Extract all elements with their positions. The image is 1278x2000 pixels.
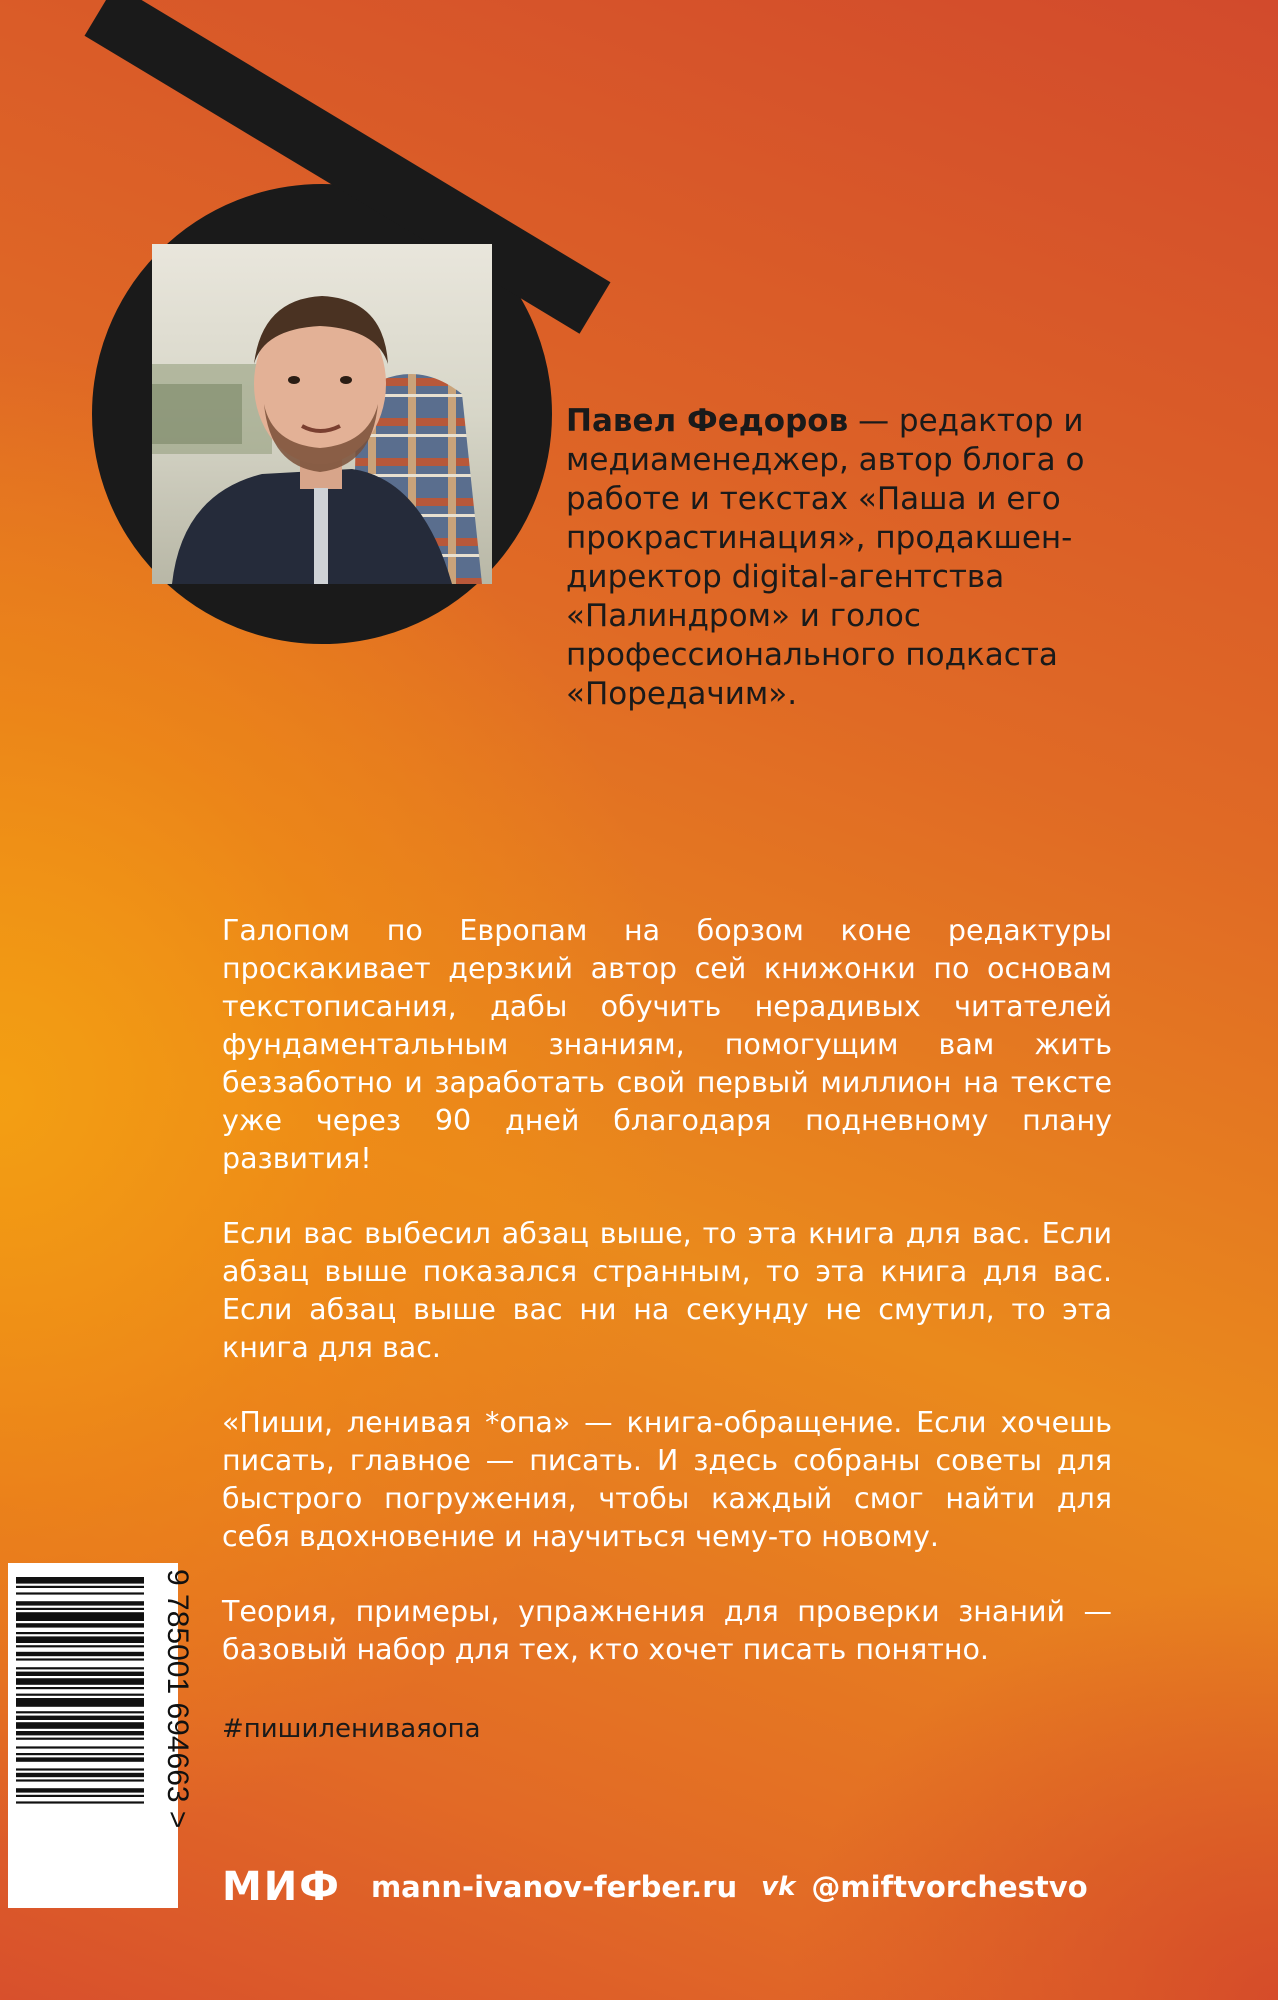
barcode-bar: [16, 1694, 144, 1696]
barcode-bar: [16, 1645, 144, 1647]
barcode-bar: [16, 1608, 144, 1610]
barcode-bar: [16, 1636, 144, 1643]
social-handle-link[interactable]: @miftvorchestvo: [811, 1870, 1088, 1904]
publisher-website-link[interactable]: mann-ivanov-ferber.ru: [370, 1870, 738, 1904]
author-bio-text: — редактор и медиаменеджер, автор блога о работе и текстах «Паша и его прокрастинация», продакшен-директор digital-агентства «Палиндром» и голос профессионального подкаста «Поредачим».: [566, 403, 1085, 712]
description-paragraph: Если вас выбесил абзац выше, то эта книга для вас. Если абзац выше показался странным, то эта книга для вас. Если абзац выше вас ни на секунду не смутил, то эта книга для вас.: [222, 1217, 1112, 1364]
book-description: [222, 912, 1112, 1706]
barcode-bar: [16, 1678, 144, 1685]
barcode-bar: [16, 1773, 144, 1777]
barcode-bar: [16, 1731, 144, 1735]
barcode-bar: [16, 1753, 144, 1755]
barcode-bar: [16, 1711, 144, 1713]
isbn-barcode: [8, 1563, 194, 1908]
barcode-bar: [16, 1652, 144, 1656]
barcode-bar: [16, 1687, 144, 1689]
barcode-bar: [16, 1738, 144, 1740]
barcode-bar: [16, 1592, 144, 1594]
publisher-footer: [222, 1862, 1088, 1912]
publisher-logo: МИФ: [222, 1864, 341, 1910]
author-photo: [152, 244, 492, 584]
description-paragraph: Теория, примеры, упражнения для проверки знаний — базовый набор для тех, кто хочет писать понятно.: [222, 1595, 1112, 1666]
barcode-bar: [16, 1632, 144, 1634]
barcode-bars-icon: [8, 1563, 194, 1908]
barcode-bar: [16, 1722, 144, 1729]
barcode-bar: [16, 1698, 144, 1707]
barcode-bar: [16, 1586, 144, 1588]
barcode-bar: [16, 1788, 144, 1792]
author-name: Павел Федоров: [566, 403, 849, 439]
barcode-bar: [16, 1757, 144, 1761]
description-paragraph: «Пиши, ленивая *опа» — книга-обращение. Если хочешь писать, главное — писать. И здесь собраны советы для быстрого погружения, чтобы каждый смог найти для себя вдохновение и научиться чему-то новому.: [222, 1406, 1112, 1553]
barcode-bar: [16, 1716, 144, 1720]
barcode-bar: [16, 1623, 144, 1627]
barcode-bar: [16, 1577, 144, 1584]
barcode-bar: [16, 1601, 144, 1605]
barcode-number: 9 785001 694663 >: [161, 1569, 194, 1829]
barcode-bar: [16, 1795, 144, 1797]
barcode-bar: [16, 1672, 144, 1676]
barcode-bar: [16, 1768, 144, 1770]
vk-icon[interactable]: vk: [761, 1872, 796, 1902]
author-bio: [566, 402, 1126, 714]
barcode-bar: [16, 1779, 144, 1781]
barcode-bar: [16, 1667, 144, 1669]
barcode-bar: [16, 1746, 144, 1748]
description-paragraph: Галопом по Европам на борзом коне редактуры проскакивает дерзкий автор сей книжонки по основам текстописания, дабы обучить нерадивых читателей фундаментальным знаниям, помогущим вам жить беззаботно и заработать свой первый миллион на тексте уже через 90 дней благодаря подневному плану развития!: [222, 914, 1112, 1175]
author-portrait-image: [152, 244, 492, 584]
barcode-bar: [16, 1612, 144, 1621]
book-hashtag: #пишилениваяопа: [222, 1714, 481, 1744]
barcode-bar: [16, 1801, 144, 1803]
barcode-bar: [16, 1658, 144, 1660]
